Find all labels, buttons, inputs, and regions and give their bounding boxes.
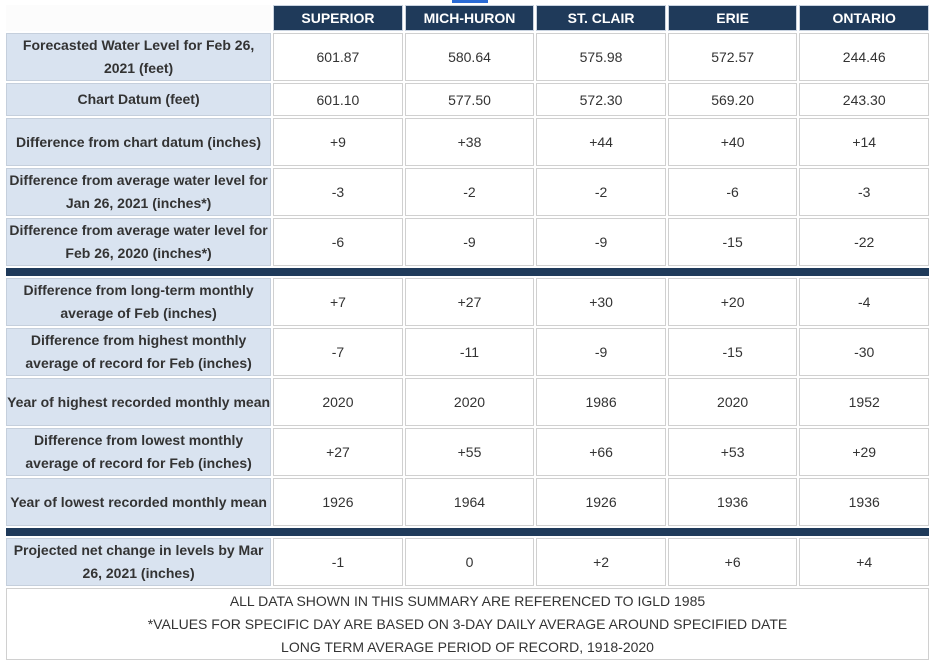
cell-value: +4 [799, 538, 929, 586]
row-label: Year of highest recorded monthly mean [6, 378, 271, 426]
cell-value: -4 [799, 278, 929, 326]
cell-value: +20 [668, 278, 798, 326]
cell-value: 1964 [405, 478, 535, 526]
row-label: Projected net change in levels by Mar 26, 2021 (inches) [6, 538, 271, 586]
cell-value: -11 [405, 328, 535, 376]
cell-value: 572.30 [536, 83, 666, 116]
cell-value: 580.64 [405, 33, 535, 81]
cell-value: 243.30 [799, 83, 929, 116]
cell-value: 601.10 [273, 83, 403, 116]
row-label: Forecasted Water Level for Feb 26, 2021 (feet) [6, 33, 271, 81]
cell-value: +9 [273, 118, 403, 166]
cell-value: -3 [273, 168, 403, 216]
table-row [6, 428, 929, 476]
cell-value: 577.50 [405, 83, 535, 116]
note-period-of-record: LONG TERM AVERAGE PERIOD OF RECORD, 1918-2020 [281, 638, 654, 655]
table-row [6, 83, 929, 116]
cell-value: 1926 [536, 478, 666, 526]
cell-value: +27 [405, 278, 535, 326]
cell-value: 0 [405, 538, 535, 586]
cell-value: +55 [405, 428, 535, 476]
cell-value: +38 [405, 118, 535, 166]
row-label: Difference from chart datum (inches) [6, 118, 271, 166]
cell-value: +7 [273, 278, 403, 326]
cell-value: +53 [668, 428, 798, 476]
cell-value: -15 [668, 328, 798, 376]
row-label: Year of lowest recorded monthly mean [6, 478, 271, 526]
column-header-st-clair: ST. CLAIR [536, 5, 666, 31]
section-divider [6, 268, 929, 276]
cell-value: 1936 [799, 478, 929, 526]
water-levels-table [4, 3, 931, 662]
cell-value: +29 [799, 428, 929, 476]
cell-value: -1 [273, 538, 403, 586]
table-row [6, 538, 929, 586]
header-corner [6, 5, 271, 31]
notes-cell [6, 588, 929, 660]
cell-value: -6 [668, 168, 798, 216]
cell-value: -15 [668, 218, 798, 266]
column-header-erie: ERIE [668, 5, 798, 31]
column-header-ontario: ONTARIO [799, 5, 929, 31]
cell-value: 2020 [668, 378, 798, 426]
cell-value: -6 [273, 218, 403, 266]
row-label: Difference from average water level for Jan 26, 2021 (inches*) [6, 168, 271, 216]
cell-value: -30 [799, 328, 929, 376]
cell-value: +27 [273, 428, 403, 476]
cell-value: +2 [536, 538, 666, 586]
cell-value: +40 [668, 118, 798, 166]
row-label: Difference from highest monthly average of record for Feb (inches) [6, 328, 271, 376]
row-label: Difference from average water level for Feb 26, 2020 (inches*) [6, 218, 271, 266]
cell-value: +6 [668, 538, 798, 586]
row-label: Difference from long-term monthly average of Feb (inches) [6, 278, 271, 326]
cell-value: -2 [536, 168, 666, 216]
cell-value: 1936 [668, 478, 798, 526]
notes-row [6, 588, 929, 660]
row-label: Chart Datum (feet) [6, 83, 271, 116]
cell-value: -7 [273, 328, 403, 376]
table-row [6, 378, 929, 426]
table-row [6, 478, 929, 526]
note-daily-average: *VALUES FOR SPECIFIC DAY ARE BASED ON 3-DAY DAILY AVERAGE AROUND SPECIFIED DATE [147, 615, 788, 632]
column-header-mich-huron: MICH-HURON [405, 5, 535, 31]
note-igld: ALL DATA SHOWN IN THIS SUMMARY ARE REFERENCED TO IGLD 1985 [229, 592, 706, 609]
cell-value: 572.57 [668, 33, 798, 81]
header-row [6, 5, 929, 31]
cell-value: +30 [536, 278, 666, 326]
row-label: Difference from lowest monthly average of record for Feb (inches) [6, 428, 271, 476]
cell-value: +66 [536, 428, 666, 476]
cell-value: 244.46 [799, 33, 929, 81]
cell-value: 575.98 [536, 33, 666, 81]
column-header-superior: SUPERIOR [273, 5, 403, 31]
cell-value: 2020 [405, 378, 535, 426]
cell-value: 601.87 [273, 33, 403, 81]
cell-value: +14 [799, 118, 929, 166]
cell-value: 2020 [273, 378, 403, 426]
table-row [6, 118, 929, 166]
cell-value: 1926 [273, 478, 403, 526]
section-divider [6, 528, 929, 536]
cell-value: +44 [536, 118, 666, 166]
cell-value: -3 [799, 168, 929, 216]
table-row [6, 218, 929, 266]
cell-value: -2 [405, 168, 535, 216]
cell-value: 1952 [799, 378, 929, 426]
cell-value: -9 [536, 218, 666, 266]
table-row [6, 328, 929, 376]
cell-value: 569.20 [668, 83, 798, 116]
cell-value: -9 [405, 218, 535, 266]
table-row [6, 278, 929, 326]
table-row [6, 168, 929, 216]
cell-value: -9 [536, 328, 666, 376]
table-row [6, 33, 929, 81]
cell-value: 1986 [536, 378, 666, 426]
cell-value: -22 [799, 218, 929, 266]
